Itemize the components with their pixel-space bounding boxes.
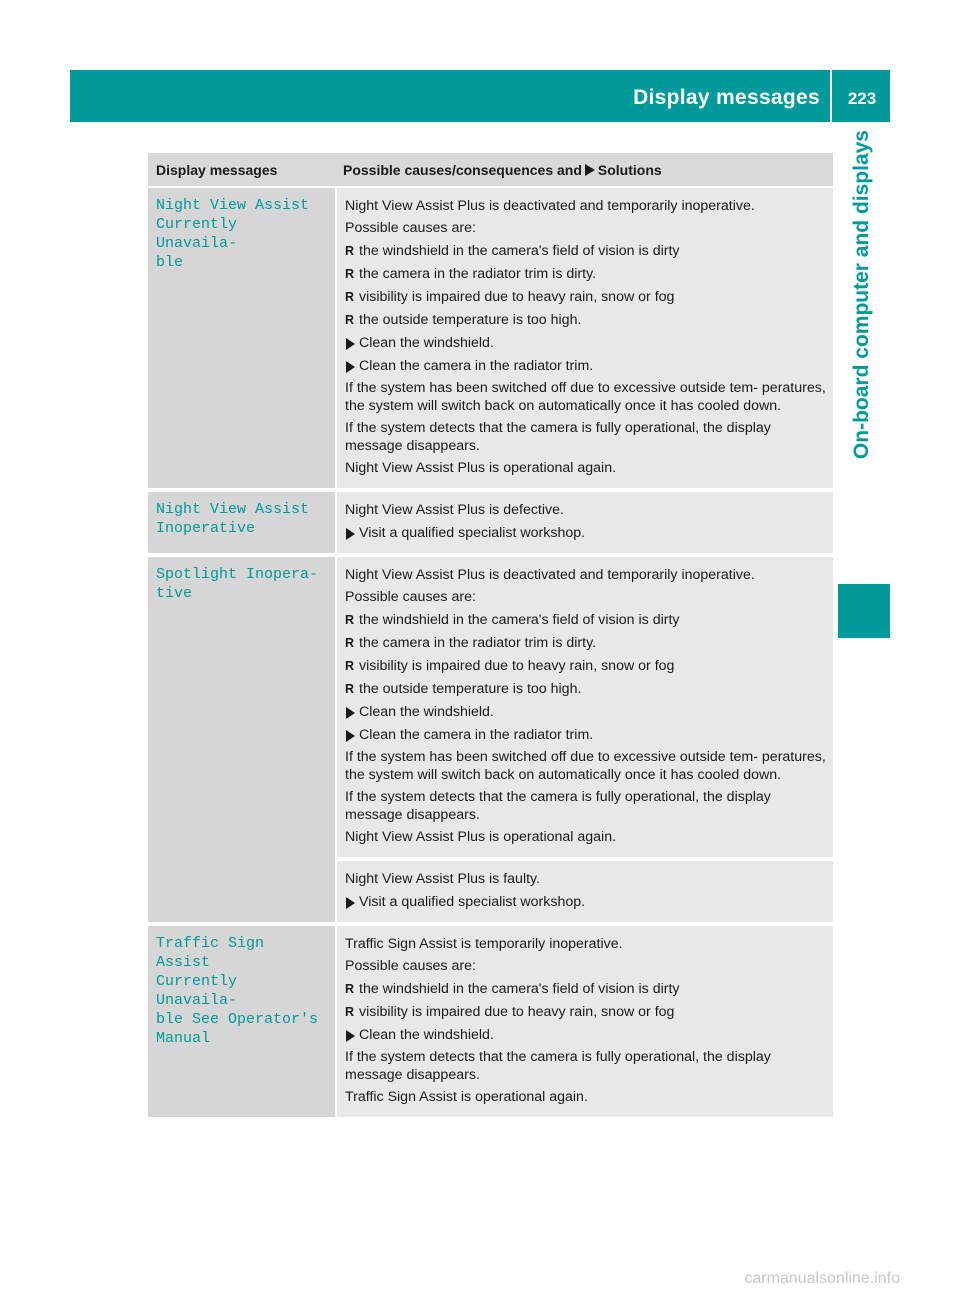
bullet-item: R visibility is impaired due to heavy rain, snow or fog [345,657,827,675]
column-header-display-messages: Display messages [148,153,335,186]
bullet-item: R the camera in the radiator trim is dirty. [345,634,827,652]
bullet-item: R the outside temperature is too high. [345,680,827,698]
text-line: Possible causes are: [345,958,476,974]
bullet-item: R the windshield in the camera's field of vision is dirty [345,611,827,629]
bullet-item: R visibility is impaired due to heavy rain, snow or fog [345,1003,827,1021]
text-line: Night View Assist Plus is operational again. [345,460,617,476]
page-number: 223 [847,89,877,108]
action-step: Clean the windshield. [345,1026,827,1044]
text-line: Night View Assist Plus is operational again. [345,829,617,845]
action-step: Clean the camera in the radiator trim. [345,357,827,375]
watermark: carmanualsonline.info [744,1270,900,1287]
display-message-text: Night View Assist Currently Unavaila‐ ble [156,197,310,271]
text-line: Night View Assist Plus is deactivated and temporarily inoperative. [345,567,755,583]
section-marker [838,584,890,638]
page-title: Display messages [633,86,820,109]
solution-cell [335,186,833,490]
table-row [148,924,833,1119]
action-step: Clean the windshield. [345,703,827,721]
column-header-solutions-label: Solutions [597,161,662,178]
text-line: Night View Assist Plus is deactivated and temporarily inoperative. [345,198,755,214]
solution-cell [335,859,833,924]
display-message-text: Spotlight Inopera‐ tive [156,566,319,602]
table-row [148,555,833,859]
column-header-solutions [335,153,833,186]
message-cell [148,490,335,555]
text-line: If the system detects that the camera is fully operational, the display message disappears. [345,420,771,454]
table-row [148,490,833,555]
bullet-item: R the camera in the radiator trim is dirty. [345,265,827,283]
action-step: Visit a qualified specialist workshop. [345,524,827,542]
text-line: Possible causes are: [345,589,476,605]
text-line: Traffic Sign Assist is operational again. [345,1089,588,1105]
bullet-item: R visibility is impaired due to heavy rain, snow or fog [345,288,827,306]
section-label: On-board computer and displays [850,130,873,460]
text-line: If the system has been switched off due to excessive outside tem‐ peratures, the system will switch back on automatically once it has cooled down. [345,380,826,414]
bullet-item: R the windshield in the camera's field of vision is dirty [345,242,827,260]
display-message-text: Night View Assist Inoperative [156,501,310,537]
play-arrow-icon [585,164,595,176]
solution-cell [335,490,833,555]
text-line: If the system detects that the camera is fully operational, the display message disappears. [345,789,771,823]
text-line: Traffic Sign Assist is temporarily inoperative. [345,936,623,952]
text-line: If the system has been switched off due to excessive outside tem‐ peratures, the system will switch back on automatically once it has cooled down. [345,749,826,783]
text-line: Night View Assist Plus is defective. [345,502,564,518]
bullet-item: R the outside temperature is too high. [345,311,827,329]
solution-cell [335,924,833,1119]
bullet-item: R the windshield in the camera's field of vision is dirty [345,980,827,998]
display-messages-table [148,153,833,1119]
message-cell [148,555,335,924]
action-step: Clean the windshield. [345,334,827,352]
table-row [148,186,833,490]
message-cell [148,186,335,490]
text-line: Possible causes are: [345,220,476,236]
header-divider [830,70,832,122]
action-step: Clean the camera in the radiator trim. [345,726,827,744]
text-line: If the system detects that the camera is fully operational, the display message disappears. [345,1049,771,1083]
column-header-causes: Possible causes/consequences and [343,161,582,178]
header-bar [70,70,890,122]
display-message-text: Traffic Sign Assist Currently Unavaila‐ ble See Operator's Manual [156,935,319,1047]
solution-cell [335,555,833,859]
text-line: Night View Assist Plus is faulty. [345,871,541,887]
table-header-row [148,153,833,186]
message-cell [148,924,335,1119]
action-step: Visit a qualified specialist workshop. [345,893,827,911]
